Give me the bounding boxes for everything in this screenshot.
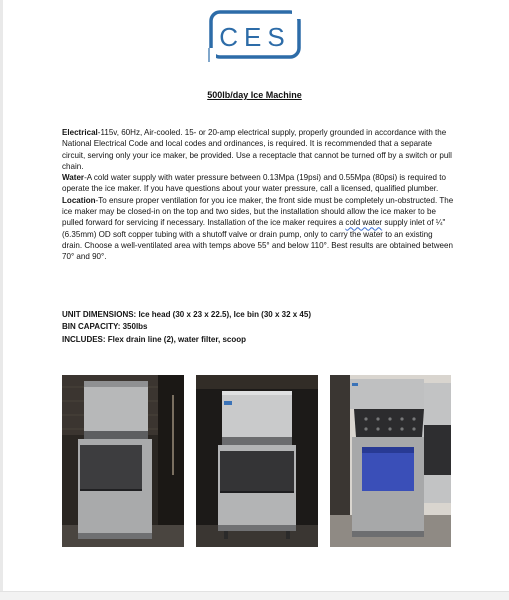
location-paragraph bbox=[62, 195, 454, 263]
spellcheck-flagged-text[interactable]: cold water bbox=[345, 218, 383, 228]
includes: INCLUDES: Flex drain line (2), water filter, scoop bbox=[62, 334, 247, 344]
ice-machine-photo-2 bbox=[196, 375, 318, 547]
location-text-before: -To ensure proper ventilation for you ice maker, the front side must be completely un-obstructed. The ice maker may be closed-in on the top and two sides, but the installation should allow the ice maker to be pulled forward for servicing if necessary. Installation of the ice maker requires a bbox=[62, 195, 454, 228]
page-bottom-edge bbox=[0, 591, 509, 600]
electrical-text: -115v, 60Hz, Air-cooled. 15- or 20-amp electrical supply, properly grounded in accordance with the National Electrical Code and local codes and ordinances, is required. It is recommended that a separate circuit, serving only your ice maker, be provided. Use a receptacle that cannot be turned off by a switch or pull chain. bbox=[62, 128, 452, 171]
unit-dimensions: UNIT DIMENSIONS: Ice head (30 x 23 x 22.5), Ice bin (30 x 32 x 45) bbox=[62, 310, 311, 319]
ice-machine-photo-1 bbox=[62, 375, 184, 547]
requirements-text bbox=[62, 127, 454, 263]
water-text: -A cold water supply with water pressure between 0.13Mpa (19psi) and 0.55Mpa (80psi) is required to operate the ice maker. If you have questions about your water pressure, call a licensed, qualified plumber. bbox=[62, 173, 446, 194]
electrical-label: Electrical bbox=[62, 128, 98, 137]
specs-block bbox=[62, 309, 454, 346]
location-text-after: supply inlet of ¼" (6.35mm) OD soft copper tubing with a shutoff valve or drain pump, only to carry the water to an existing drain. Choose a well-ventilated area with temps above 55° and below 110°. Best results are obtained between 70° and 90°. bbox=[62, 218, 453, 262]
water-label: Water bbox=[62, 173, 85, 183]
ces-logo bbox=[208, 8, 304, 64]
electrical-paragraph bbox=[62, 127, 454, 172]
location-label: Location bbox=[62, 195, 96, 205]
bin-capacity: BIN CAPACITY: 350lbs bbox=[62, 322, 148, 332]
document-title: 500lb/day Ice Machine bbox=[207, 90, 302, 100]
water-paragraph bbox=[62, 172, 454, 195]
ice-machine-photo-3 bbox=[330, 375, 451, 547]
logo-lettering: CES bbox=[219, 22, 291, 52]
